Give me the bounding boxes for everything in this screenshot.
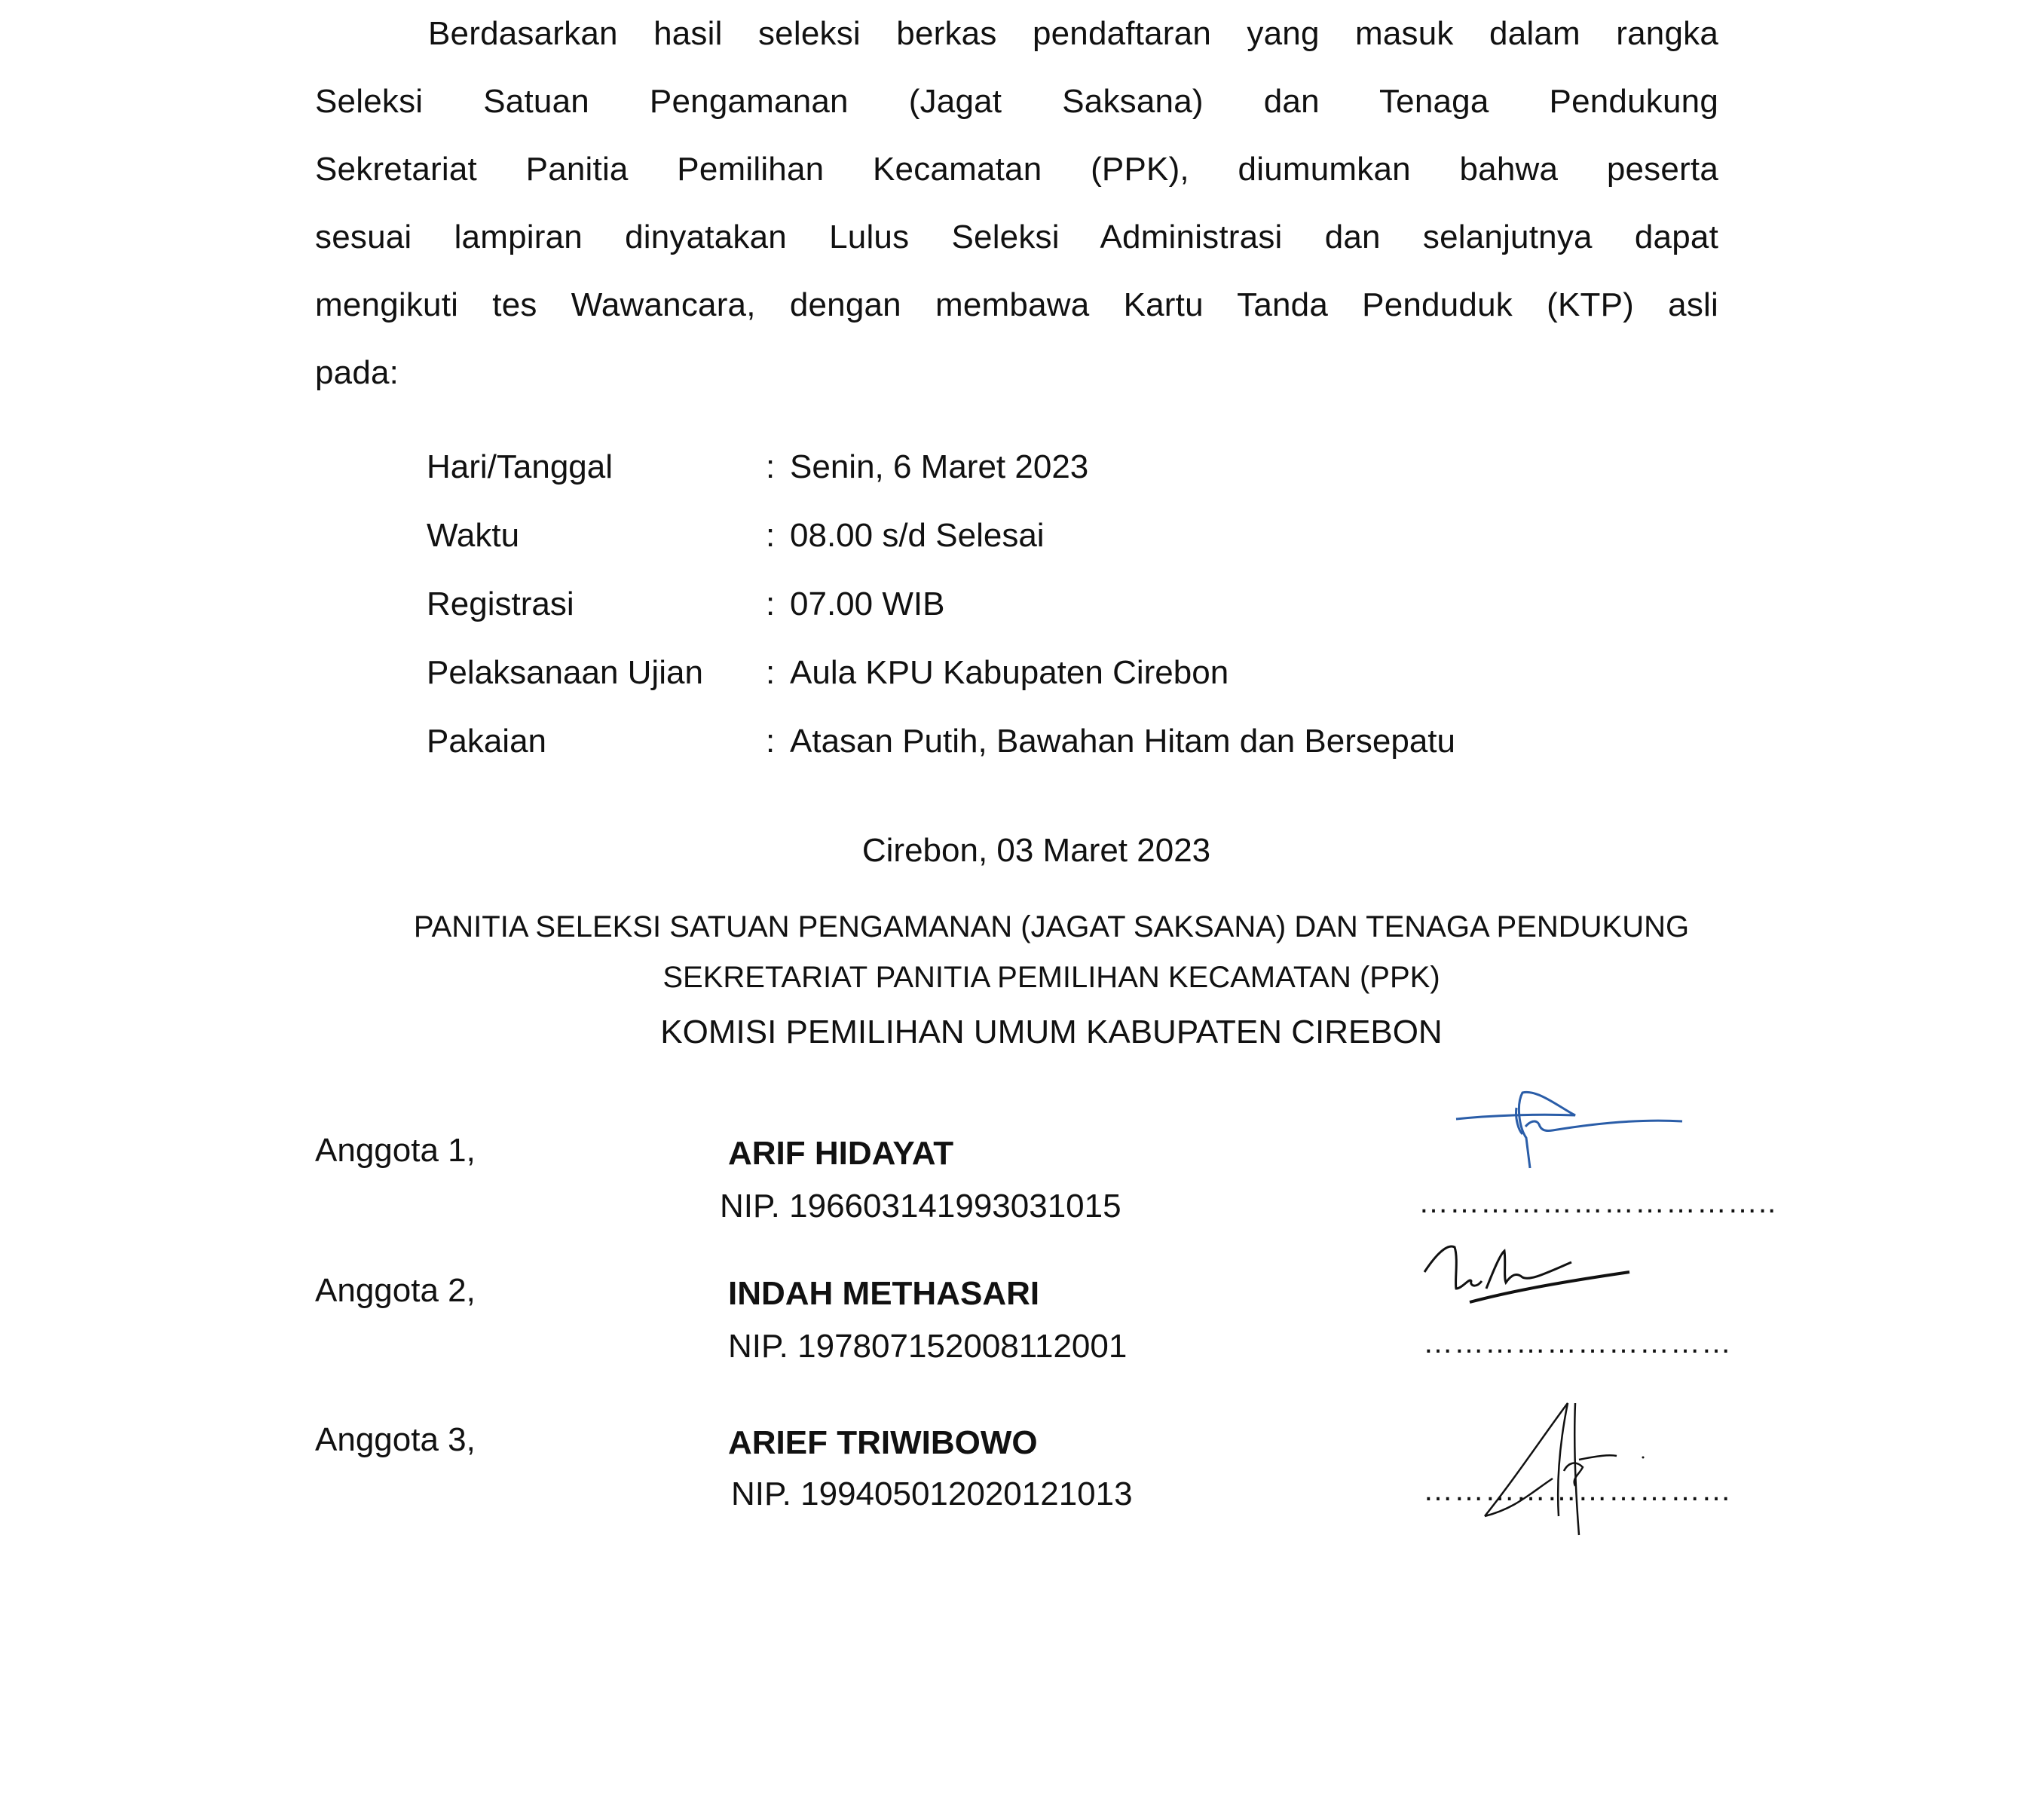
signature-line: ………………………… [1423, 1326, 1732, 1359]
member-nip: NIP. 196603141993031015 [720, 1188, 1121, 1225]
paragraph-line: Sekretariat Panitia Pemilihan Kecamatan (PPK), diumumkan bahwa peserta [315, 151, 1718, 188]
member-nip: NIP. 199405012020121013 [731, 1475, 1133, 1512]
signature-icon [1470, 1396, 1696, 1539]
paragraph-line: pada: [315, 354, 399, 391]
place-date: Cirebon, 03 Maret 2023 [861, 832, 1211, 869]
signature-icon [1417, 1236, 1688, 1311]
detail-value: 07.00 WIB [790, 586, 945, 622]
committee-title-line-2: SEKRETARIAT PANITIA PEMILIHAN KECAMATAN (PPK) [662, 961, 1440, 994]
signature-line: …………………………….. [1418, 1186, 1777, 1219]
detail-label: Waktu [427, 517, 520, 554]
detail-label: Registrasi [427, 586, 574, 622]
detail-value: Atasan Putih, Bawahan Hitam dan Bersepatu [790, 723, 1455, 760]
signature-icon [1447, 1085, 1696, 1176]
detail-value: Aula KPU Kabupaten Cirebon [790, 654, 1229, 691]
member-role: Anggota 3, [315, 1421, 476, 1458]
detail-label: Pakaian [427, 723, 547, 760]
detail-value: Senin, 6 Maret 2023 [790, 448, 1089, 485]
member-nip: NIP. 197807152008112001 [728, 1328, 1128, 1365]
signature-line: ………………………… [1423, 1474, 1732, 1507]
detail-separator: : [766, 723, 776, 760]
paragraph-line: sesuai lampiran dinyatakan Lulus Seleksi Administrasi dan selanjutnya dapat [315, 219, 1718, 255]
detail-separator: : [766, 654, 776, 691]
paragraph-line: Seleksi Satuan Pengamanan (Jagat Saksana) dan Tenaga Pendukung [315, 83, 1718, 120]
paragraph-line: Berdasarkan hasil seleksi berkas pendaftaran yang masuk dalam rangka [428, 15, 1718, 52]
detail-label: Hari/Tanggal [427, 448, 614, 485]
detail-label: Pelaksanaan Ujian [427, 654, 703, 691]
detail-separator: : [766, 448, 776, 485]
member-name: INDAH METHASARI [728, 1275, 1040, 1312]
committee-title-line-1: PANITIA SELEKSI SATUAN PENGAMANAN (JAGAT SAKSANA) DAN TENAGA PENDUKUNG [413, 910, 1690, 943]
committee-title-line-3: KOMISI PEMILIHAN UMUM KABUPATEN CIREBON [660, 1014, 1443, 1050]
detail-separator: : [766, 586, 776, 622]
announcement-paragraph [315, 0, 1718, 407]
detail-separator: : [766, 517, 776, 554]
member-role: Anggota 2, [315, 1272, 476, 1309]
member-role: Anggota 1, [315, 1132, 476, 1169]
member-name: ARIF HIDAYAT [728, 1135, 954, 1172]
detail-value: 08.00 s/d Selesai [790, 517, 1045, 554]
member-name: ARIEF TRIWIBOWO [728, 1424, 1038, 1461]
paragraph-line: mengikuti tes Wawancara, dengan membawa Kartu Tanda Penduduk (KTP) asli [315, 286, 1718, 323]
